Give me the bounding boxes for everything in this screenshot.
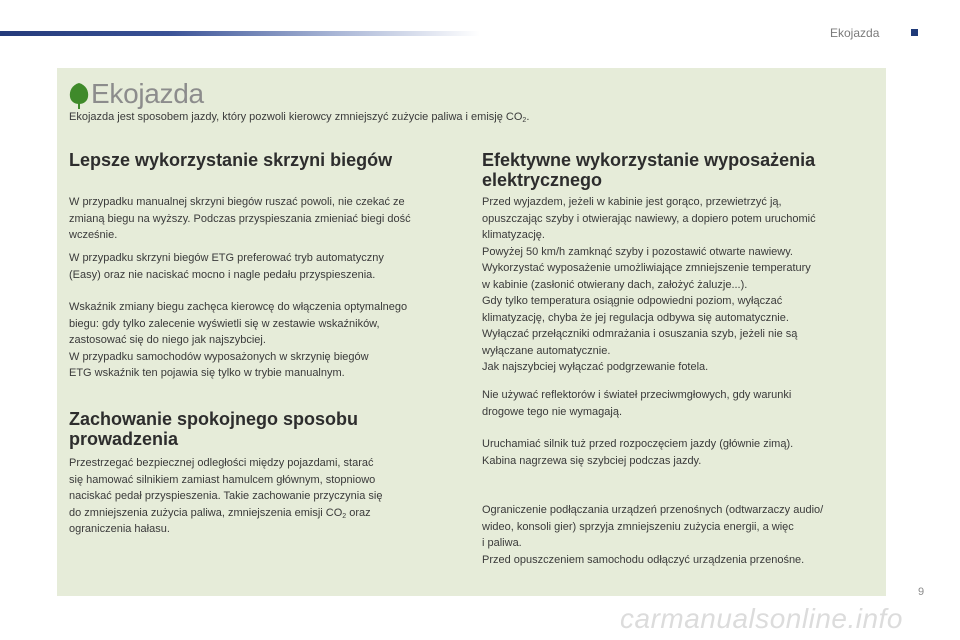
leaf-icon xyxy=(68,82,90,110)
intro-text: Ekojazda jest sposobem jazdy, który pozwoli kierowcy zmniejszyć zużycie paliwa i emisję $CO_2$. xyxy=(69,111,530,124)
section-heading-calm-driving: Zachowanie spokojnego sposobu prowadzenia xyxy=(69,409,359,449)
paragraph-fog-lights: Nie używać reflektorów i świateł przeciwmgłowych, gdy warunki drogowe tego nie wymagają. xyxy=(482,389,792,418)
section-heading-electrical: Efektywne wykorzystanie wyposażenia elektrycznego xyxy=(482,150,816,190)
paragraph-ventilation: Przed wyjazdem, jeżeli w kabinie jest gorąco, przewietrzyć ją, opuszczając szyby i otwierając nawiewy, a dopiero potem uruchomić klimatyzację. Powyżej 50 km/h zamknąć szyby i pozostawić otwarte nawiewy. Wykorzystać wyposażenie umożliwiające zmniejszenie temperatury w kabinie (zasłonić otwierany dach, założyć żaluzje...). Gdy tylko temperatura osiągnie odpowiedni poziom, wyłączać klimatyzację, chyba że jej regulacja odbywa się automatycznie. Wyłączać przełączniki odmrażania i osuszania szyb, jeżeli nie są wyłączane automatycznie. Jak najszybciej wyłączać podgrzewanie fotela. xyxy=(482,196,816,373)
section-heading-gearbox: Lepsze wykorzystanie skrzyni biegów xyxy=(69,150,393,170)
header-section-title: Ekojazda xyxy=(830,26,880,40)
paragraph-gear-indicator: Wskaźnik zmiany biegu zachęca kierowcę do włączenia optymalnego biegu: gdy tylko zalecenie wyświetli się w zestawie wskaźników, zastosować się do niego jak najszybciej. W przypadku samochodów wyposażonych w skrzynię biegów ETG wskaźnik ten pojawia się tylko w trybie manualnym. xyxy=(69,301,408,379)
header-accent-bar xyxy=(0,31,480,36)
paragraph-manual-gearbox: W przypadku manualnej skrzyni biegów ruszać powoli, nie czekać ze zmianą biegu na wyższy. Podczas przyspieszania zmieniać biegi dość wcześnie. xyxy=(69,196,411,241)
header-marker xyxy=(911,29,918,36)
page-number: 9 xyxy=(918,586,925,598)
paragraph-etg-gearbox: W przypadku skrzyni biegów ETG preferować tryb automatyczny (Easy) oraz nie naciskać mocno i nagle pedału przyspieszenia. xyxy=(69,252,384,281)
paragraph-portable-devices: Ograniczenie podłączania urządzeń przenośnych (odtwarzaczy audio/ wideo, konsoli gier) sprzyja zmniejszeniu zużycia energii, a więc i paliwa. Przed opuszczeniem samochodu odłączyć urządzenia przenośne. xyxy=(482,504,824,566)
watermark-logo: carmanualsonline.info xyxy=(620,603,903,634)
paragraph-calm-driving: Przestrzegać bezpiecznej odległości między pojazdami, starać się hamować silnikiem zamiast hamulcem głównym, stopniowo naciskać pedał przyspieszenia. Takie zachowanie przyczynia się do zmniejszenia zużycia paliwa, zmniejszenia emisji $CO_2$ oraz ograniczenia hałasu. xyxy=(69,457,383,535)
page-title: Ekojazda xyxy=(91,78,204,109)
paragraph-engine-start: Uruchamiać silnik tuż przed rozpoczęciem jazdy (głównie zimą). Kabina nagrzewa się szybciej podczas jazdy. xyxy=(482,438,794,467)
